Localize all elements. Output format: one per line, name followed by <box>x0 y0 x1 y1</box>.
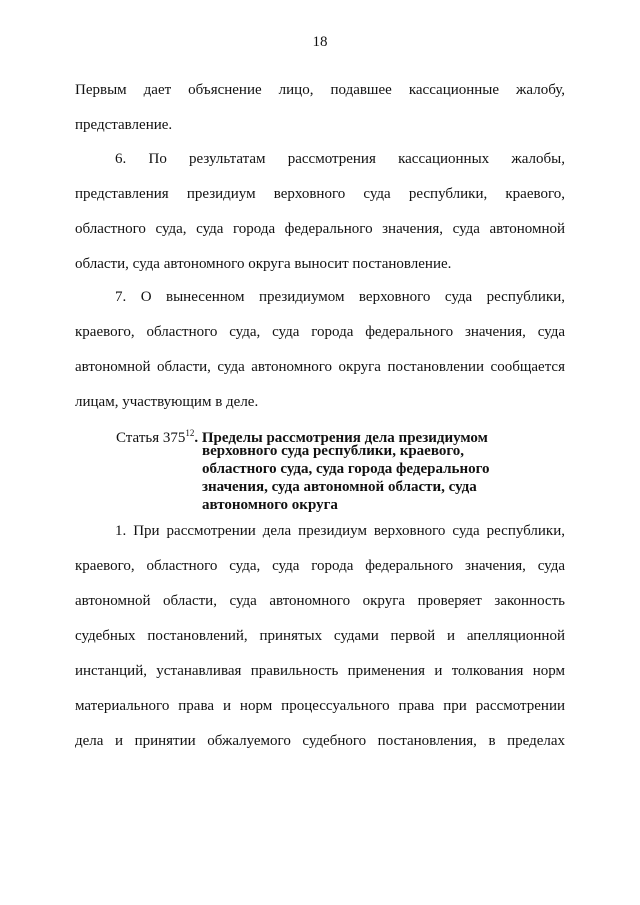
paragraph-line: Первым дает объяснение лицо, подавшее кассационные жалобу, <box>75 82 565 98</box>
page-number: 18 <box>312 34 328 50</box>
article-heading <box>116 424 536 514</box>
paragraph-line: лицам, участвующим в деле. <box>75 394 259 410</box>
paragraph-line: 7. О вынесенном президиумом верховного суда республики, <box>115 289 565 305</box>
paragraph-line: дела и принятии обжалуемого судебного постановления, в пределах <box>75 733 565 749</box>
paragraph-line: автономной области, суда автономного округа постановлении сообщается <box>75 359 565 375</box>
paragraph-line: области, суда автономного округа выносит постановление. <box>75 256 452 272</box>
article-title-line: значения, суда автономной области, суда <box>202 479 477 495</box>
article-title-line: областного суда, суда города федерального <box>202 461 490 477</box>
paragraph-line: инстанций, устанавливая правильность применения и толкования норм <box>75 663 565 679</box>
paragraph-line: представление. <box>75 117 173 133</box>
paragraph-line: краевого, областного суда, суда города федерального значения, суда <box>75 558 565 574</box>
paragraph-line: материального права и норм процессуального права при рассмотрении <box>75 698 565 714</box>
paragraph-line: судебных постановлений, принятых судами первой и апелляционной <box>75 628 565 644</box>
paragraph-article-1 <box>75 514 565 759</box>
paragraph-intro <box>75 73 565 143</box>
paragraph-line: автономной области, суда автономного округа проверяет законность <box>75 593 565 609</box>
article-superscript: 12 <box>185 428 195 438</box>
paragraph-6 <box>75 142 565 282</box>
paragraph-line: краевого, областного суда, суда города федерального значения, суда <box>75 324 565 340</box>
paragraph-line: представления президиум верховного суда республики, краевого, <box>75 186 565 202</box>
article-title-line: автономного округа <box>202 497 338 513</box>
article-title-line: . Пределы рассмотрения дела президиумом <box>194 430 488 446</box>
article-label: Статья 375 <box>116 430 186 446</box>
paragraph-line: 6. По результатам рассмотрения кассационных жалобы, <box>115 151 565 167</box>
article-title-line: верховного суда республики, краевого, <box>202 443 465 459</box>
paragraph-line: 1. При рассмотрении дела президиум верховного суда республики, <box>115 523 565 539</box>
paragraph-line: областного суда, суда города федерального значения, суда автономной <box>75 221 565 237</box>
paragraph-7 <box>75 280 565 420</box>
article-heading-first-line <box>116 424 536 446</box>
